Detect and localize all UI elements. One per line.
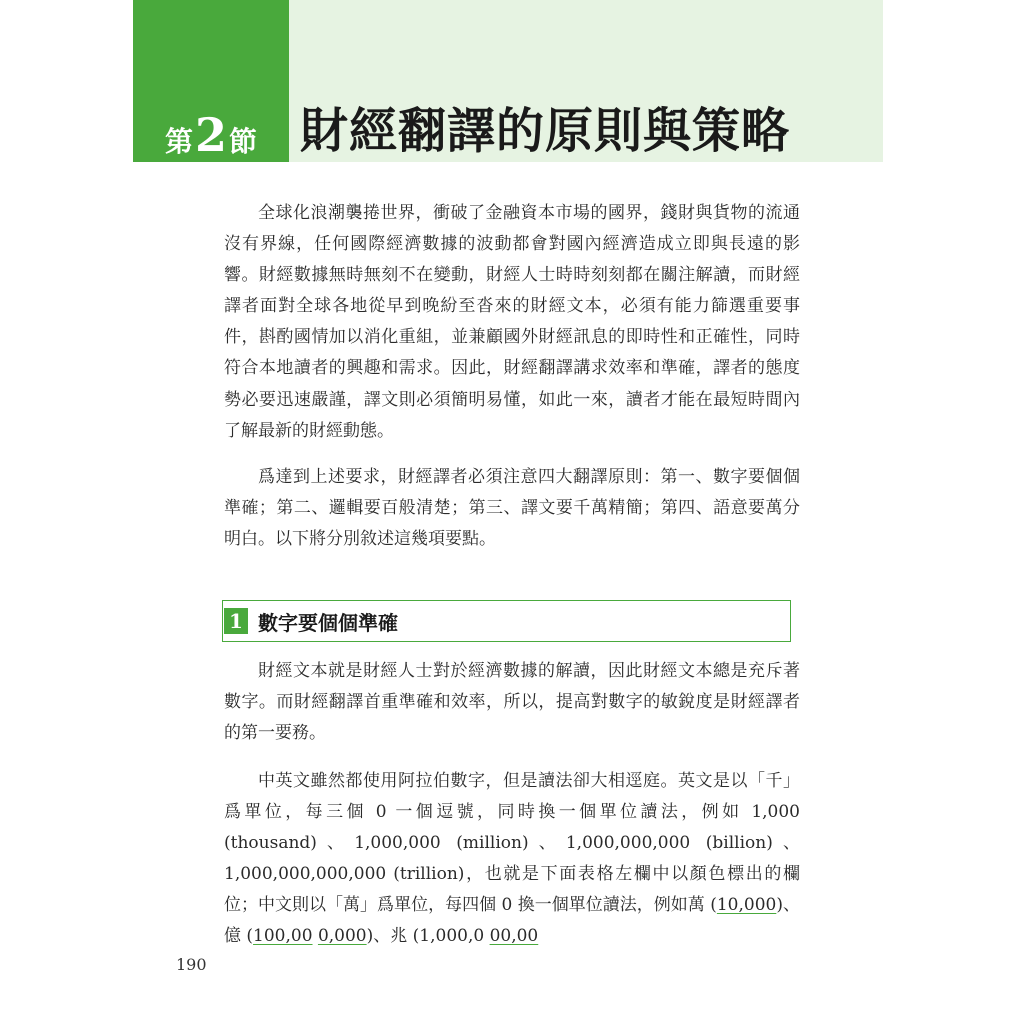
page-number: 190: [176, 955, 207, 974]
section-suffix: 節: [229, 125, 258, 158]
section-number: 2: [194, 108, 227, 162]
paragraph-numbers-intro: 財經文本就是財經人士對於經濟數據的解讀，因此財經文本總是充斥著數字。而財經翻譯首重準確和效率，所以，提高對數字的敏銳度是財經譯者的第一要務。: [224, 661, 800, 744]
subsection-number: 1: [224, 608, 248, 634]
paragraph-principles: 爲達到上述要求，財經譯者必須注意四大翻譯原則：第一、數字要個個準確；第二、邏輯要百般清楚；第三、譯文要千萬精簡；第四、語意要萬分明白。以下將分別敘述這幾項要點。: [224, 467, 800, 550]
paragraph-text: )、億 (: [224, 895, 800, 947]
paragraph-text: 中英文雖然都使用阿拉伯數字，但是讀法卻大相逕庭。英文是以「千」爲單位，每三個 0 一個逗號，同時換一個單位讀法，例如 1,000 (thousand)、1,000,000 (million)、1,000,000,000 (billion)、1,000,000,000,000 (trillion)，也就是下面表格左欄中以顏色標出的欄位；中文則以「萬」爲單位，每四個 0 換一個單位讀法，例如萬 (: [224, 771, 800, 916]
highlighted-number: 10,000: [716, 895, 777, 916]
subsection-title: 數字要個個準確: [258, 610, 398, 635]
highlighted-number: 100,00: [253, 926, 313, 947]
highlighted-number: 00,00: [489, 926, 539, 947]
chapter-title: 財經翻譯的原則與策略: [300, 103, 791, 159]
subsection-heading: [222, 600, 791, 642]
paragraph-text: )、兆 (1,000,0: [366, 926, 485, 947]
highlighted-number: 0,000: [317, 926, 367, 947]
paragraph-intro: 全球化浪潮襲捲世界，衝破了金融資本市場的國界，錢財與貨物的流通沒有界線，任何國際經濟數據的波動都會對國內經濟造成立即與長遠的影響。財經數據無時無刻不在變動，財經人士時時刻刻都在關注解讀，而財經譯者面對全球各地從早到晚紛至沓來的財經文本，必須有能力篩選重要事件，斟酌國情加以消化重組，並兼顧國外財經訊息的即時性和正確性，同時符合本地讀者的興趣和需求。因此，財經翻譯講求效率和準確，譯者的態度勢必要迅速嚴謹，譯文則必須簡明易懂，如此一來，讀者才能在最短時間內了解最新的財經動態。: [224, 203, 800, 441]
paragraph-number-units: [224, 766, 800, 953]
section-prefix: 第: [164, 125, 193, 158]
section-label: [133, 108, 289, 162]
